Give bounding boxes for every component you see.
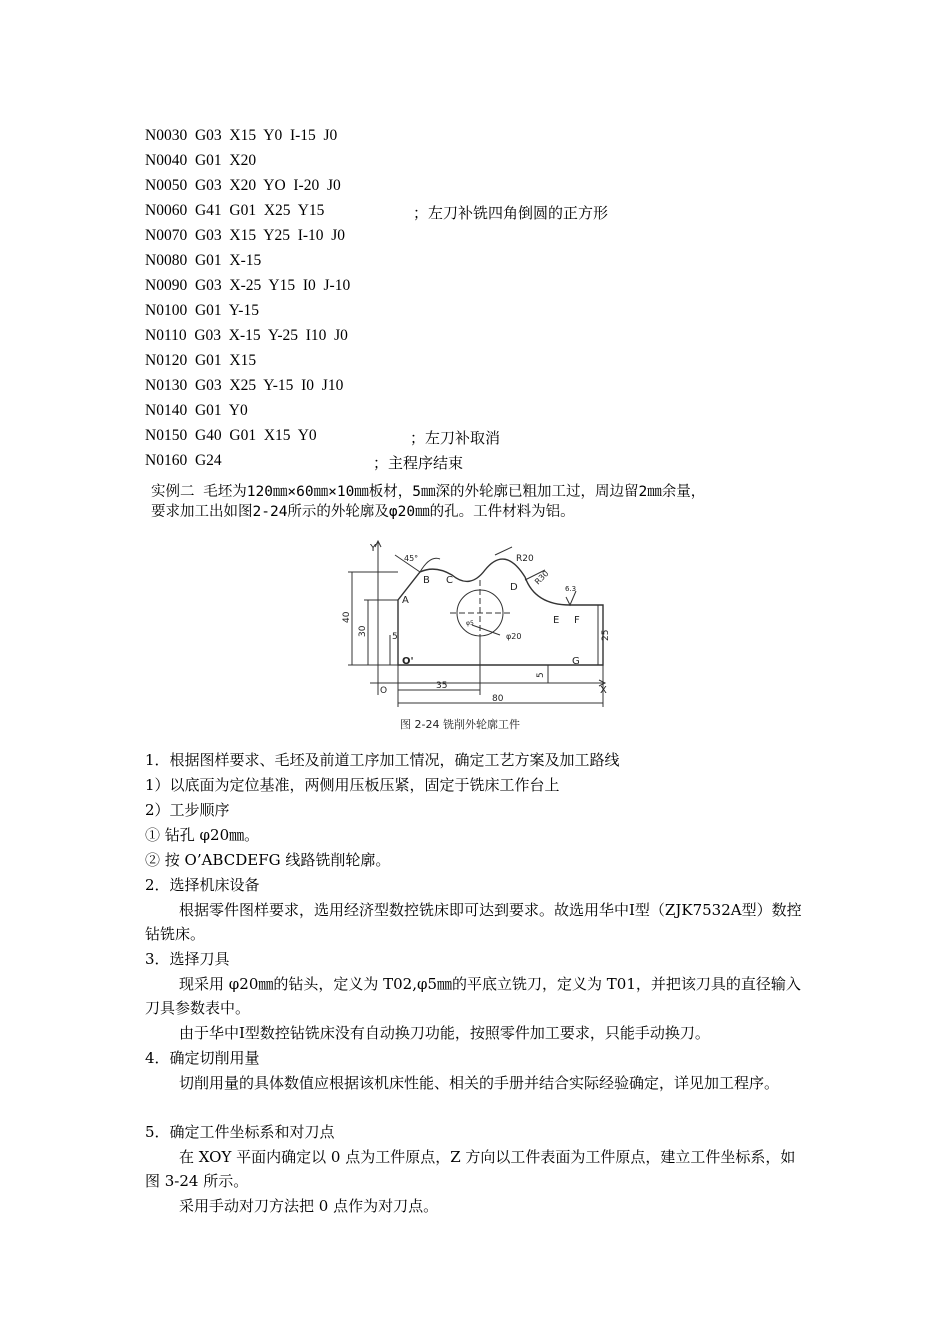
- paragraph: 采用手动对刀方法把 0 点作为对刀点。: [179, 1197, 439, 1215]
- dim-40-label: 40: [342, 611, 352, 623]
- dia-small-label: φ5: [466, 620, 474, 627]
- point-d: D: [510, 582, 518, 593]
- point-b: B: [423, 575, 430, 586]
- code-line: N0070 G03 X15 Y25 I-10 J0: [145, 227, 346, 244]
- angle-label: 45°: [404, 554, 419, 563]
- paragraph: 根据零件图样要求，选用经济型数控铣床即可达到要求。故选用华中Ⅰ型（ZJK7532A型）数控钻铣床。: [145, 901, 802, 943]
- axis-y-label: Y: [370, 543, 377, 554]
- paragraph: 1）以底面为定位基准，两侧用压板压紧，固定于铣床工作台上: [145, 776, 560, 794]
- heading-4: 4．确定切削用量: [145, 1049, 260, 1067]
- paragraph: 在 XOY 平面内确定以 0 点为工件原点，Z 方向以工件表面为工件原点，建立工件坐标系，如图 3-24 所示。: [145, 1148, 796, 1190]
- point-e: E: [553, 615, 560, 626]
- dim-5-bottom-label: 5: [536, 672, 546, 678]
- point-c: C: [446, 575, 453, 586]
- heading-2: 2．选择机床设备: [145, 876, 260, 894]
- code-line: N0150 G40 G01 X15 Y0: [145, 427, 317, 444]
- code-comment: ；左刀补取消: [410, 429, 501, 447]
- code-comment: ；左刀补铣四角倒圆的正方形: [413, 204, 609, 222]
- point-a: A: [402, 595, 409, 606]
- roughness-label: 6.3: [565, 585, 577, 593]
- code-line: N0030 G03 X15 Y0 I-15 J0: [145, 127, 338, 144]
- code-line: N0090 G03 X-25 Y15 I0 J-10: [145, 277, 351, 294]
- example-description: [151, 482, 811, 522]
- paragraph: ② 按 O’ABCDEFG 线路铣削轮廓。: [145, 851, 391, 869]
- code-comment: ；主程序结束: [373, 454, 464, 472]
- paragraph: 现采用 φ20㎜的钻头，定义为 T02,φ5㎜的平底立铣刀，定义为 T01，并把该刀具的直径输入刀具参数表中。: [145, 975, 801, 1017]
- code-line: N0050 G03 X20 YO I-20 J0: [145, 177, 341, 194]
- figure-caption: 图 2-24 铣削外轮廓工件: [400, 718, 520, 731]
- dim-35-label: 35: [436, 681, 448, 691]
- example-line-1: 实例二 毛坯为120㎜×60㎜×10㎜板材，5㎜深的外轮廓已粗加工过，周边留2㎜余量，: [151, 484, 706, 500]
- paragraph: 由于华中Ⅰ型数控钻铣床没有自动换刀功能，按照零件加工要求，只能手动换刀。: [179, 1024, 710, 1042]
- code-line: N0100 G01 Y-15: [145, 302, 259, 319]
- figure-2-24: [340, 535, 620, 735]
- paragraph: 2）工步顺序: [145, 801, 230, 819]
- code-line: N0040 G01 X20: [145, 152, 257, 169]
- heading-5: 5．确定工件坐标系和对刀点: [145, 1123, 335, 1141]
- code-line: N0130 G03 X25 Y-15 I0 J10: [145, 377, 344, 394]
- dim-25-label: 25: [601, 629, 611, 641]
- code-line: N0160 G24: [145, 452, 222, 469]
- code-line: N0080 G01 X-15: [145, 252, 262, 269]
- code-line: N0110 G03 X-15 Y-25 I10 J0: [145, 327, 348, 344]
- paragraph: 切削用量的具体数值应根据该机床性能、相关的手册并结合实际经验确定，详见加工程序。: [179, 1074, 780, 1092]
- dim-80-label: 80: [492, 694, 504, 704]
- point-g: G: [572, 656, 580, 667]
- point-o: O: [380, 686, 388, 696]
- heading-3: 3．选择刀具: [145, 950, 230, 968]
- dim-30-label: 30: [358, 625, 368, 637]
- roughness-symbol: [566, 591, 576, 605]
- point-o-prime: O': [402, 656, 414, 667]
- axis-x-label: X: [600, 685, 607, 696]
- r30-label: R30: [533, 568, 551, 587]
- code-line: N0060 G41 G01 X25 Y15: [145, 202, 325, 219]
- point-f: F: [574, 615, 580, 626]
- dia-20-label: φ20: [506, 632, 522, 641]
- paragraph: ① 钻孔 φ20㎜。: [145, 826, 260, 844]
- dim-5-left-label: 5: [392, 632, 398, 642]
- heading-1: 1．根据图样要求、毛坯及前道工序加工情况，确定工艺方案及加工路线: [145, 751, 620, 769]
- code-line: N0140 G01 Y0: [145, 402, 248, 419]
- code-line: N0120 G01 X15: [145, 352, 257, 369]
- r20-leader: [495, 547, 512, 555]
- r20-label: R20: [516, 554, 534, 564]
- example-line-2: 要求加工出如图2-24所示的外轮廓及φ20㎜的孔。工件材料为铝。: [151, 504, 575, 520]
